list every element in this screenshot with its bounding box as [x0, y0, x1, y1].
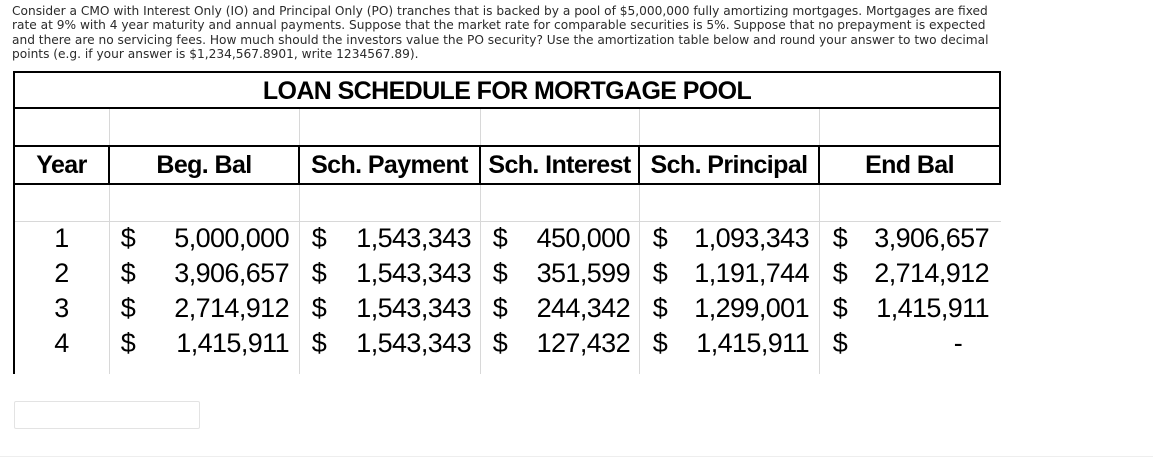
currency-sign: $ — [832, 293, 848, 323]
cell-year: 2 — [54, 258, 69, 288]
currency-sign: $ — [120, 223, 136, 253]
currency-sign: $ — [492, 258, 508, 288]
divider — [0, 456, 1153, 457]
table-top-border — [13, 71, 1001, 73]
table-row — [13, 328, 1001, 360]
cell-sch-payment: 1,543,343 — [356, 223, 471, 253]
cell-sch-payment: 1,543,343 — [356, 328, 471, 358]
currency-sign: $ — [311, 293, 327, 323]
cell-end-bal: 1,415,911 — [876, 293, 989, 323]
cell-sch-payment: 1,543,343 — [356, 293, 471, 323]
cell-sch-interest: 244,342 — [536, 293, 630, 323]
header-sch-principal: Sch. Principal — [650, 151, 808, 179]
header-sch-interest: Sch. Interest — [488, 151, 631, 179]
header-year: Year — [36, 151, 87, 179]
cell-sch-interest: 127,432 — [536, 328, 630, 358]
cell-year: 4 — [54, 328, 69, 358]
currency-sign: $ — [832, 258, 848, 288]
currency-sign: $ — [652, 258, 668, 288]
cell-end-bal: 2,714,912 — [874, 258, 989, 288]
question-text: Consider a CMO with Interest Only (IO) and Principal Only (PO) tranches that is backed by a pool of $5,000,000 fully amortizing mortgages. Mortgages are fixed rate at 9% with 4 year maturity and annual payments. Suppose that the market rate for comparable securities is 5%. Suppose that no prepayment is expected and there are no servicing fees. How much should the investors value the PO security? Use the amortization table below and round your answer to two decimal points (e.g. if your answer is $1,234,567.8901, write 1234567.89). — [12, 4, 989, 62]
cell-beg-bal: 3,906,657 — [174, 258, 289, 288]
header-beg-bal: Beg. Bal — [156, 151, 252, 179]
answer-input[interactable] — [14, 401, 200, 429]
cell-sch-principal: 1,191,744 — [694, 258, 809, 288]
currency-sign: $ — [120, 328, 136, 358]
loan-schedule-table — [13, 71, 1001, 374]
header-sch-payment: Sch. Payment — [311, 151, 468, 179]
cell-end-bal: 3,906,657 — [874, 223, 989, 253]
cell-year: 1 — [54, 223, 69, 253]
table-row — [13, 258, 1001, 290]
currency-sign: $ — [120, 293, 136, 323]
table-title: LOAN SCHEDULE FOR MORTGAGE POOL — [262, 77, 752, 105]
cell-sch-interest: 450,000 — [536, 223, 630, 253]
table-row — [13, 293, 1001, 325]
currency-sign: $ — [492, 293, 508, 323]
header-end-bal: End Bal — [865, 151, 954, 179]
cell-beg-bal: 5,000,000 — [174, 223, 289, 253]
currency-sign: $ — [120, 258, 136, 288]
currency-sign: $ — [652, 293, 668, 323]
currency-sign: $ — [311, 223, 327, 253]
cell-sch-payment: 1,543,343 — [356, 258, 471, 288]
currency-sign: $ — [492, 328, 508, 358]
cell-year: 3 — [54, 293, 69, 323]
currency-sign: $ — [832, 328, 848, 358]
currency-sign: $ — [652, 223, 668, 253]
table-row — [13, 223, 1001, 255]
currency-sign: $ — [492, 223, 508, 253]
cell-sch-principal: 1,093,343 — [694, 223, 809, 253]
cell-sch-interest: 351,599 — [536, 258, 630, 288]
cell-sch-principal: 1,299,001 — [694, 293, 809, 323]
currency-sign: $ — [311, 328, 327, 358]
cell-end-bal: - — [953, 328, 963, 358]
header-bottom-border — [13, 183, 1001, 185]
currency-sign: $ — [652, 328, 668, 358]
cell-beg-bal: 1,415,911 — [176, 328, 289, 358]
currency-sign: $ — [832, 223, 848, 253]
cell-beg-bal: 2,714,912 — [174, 293, 289, 323]
currency-sign: $ — [311, 258, 327, 288]
title-bottom-border — [13, 107, 1001, 109]
cell-sch-principal: 1,415,911 — [696, 328, 809, 358]
header-top-border — [13, 145, 1001, 147]
